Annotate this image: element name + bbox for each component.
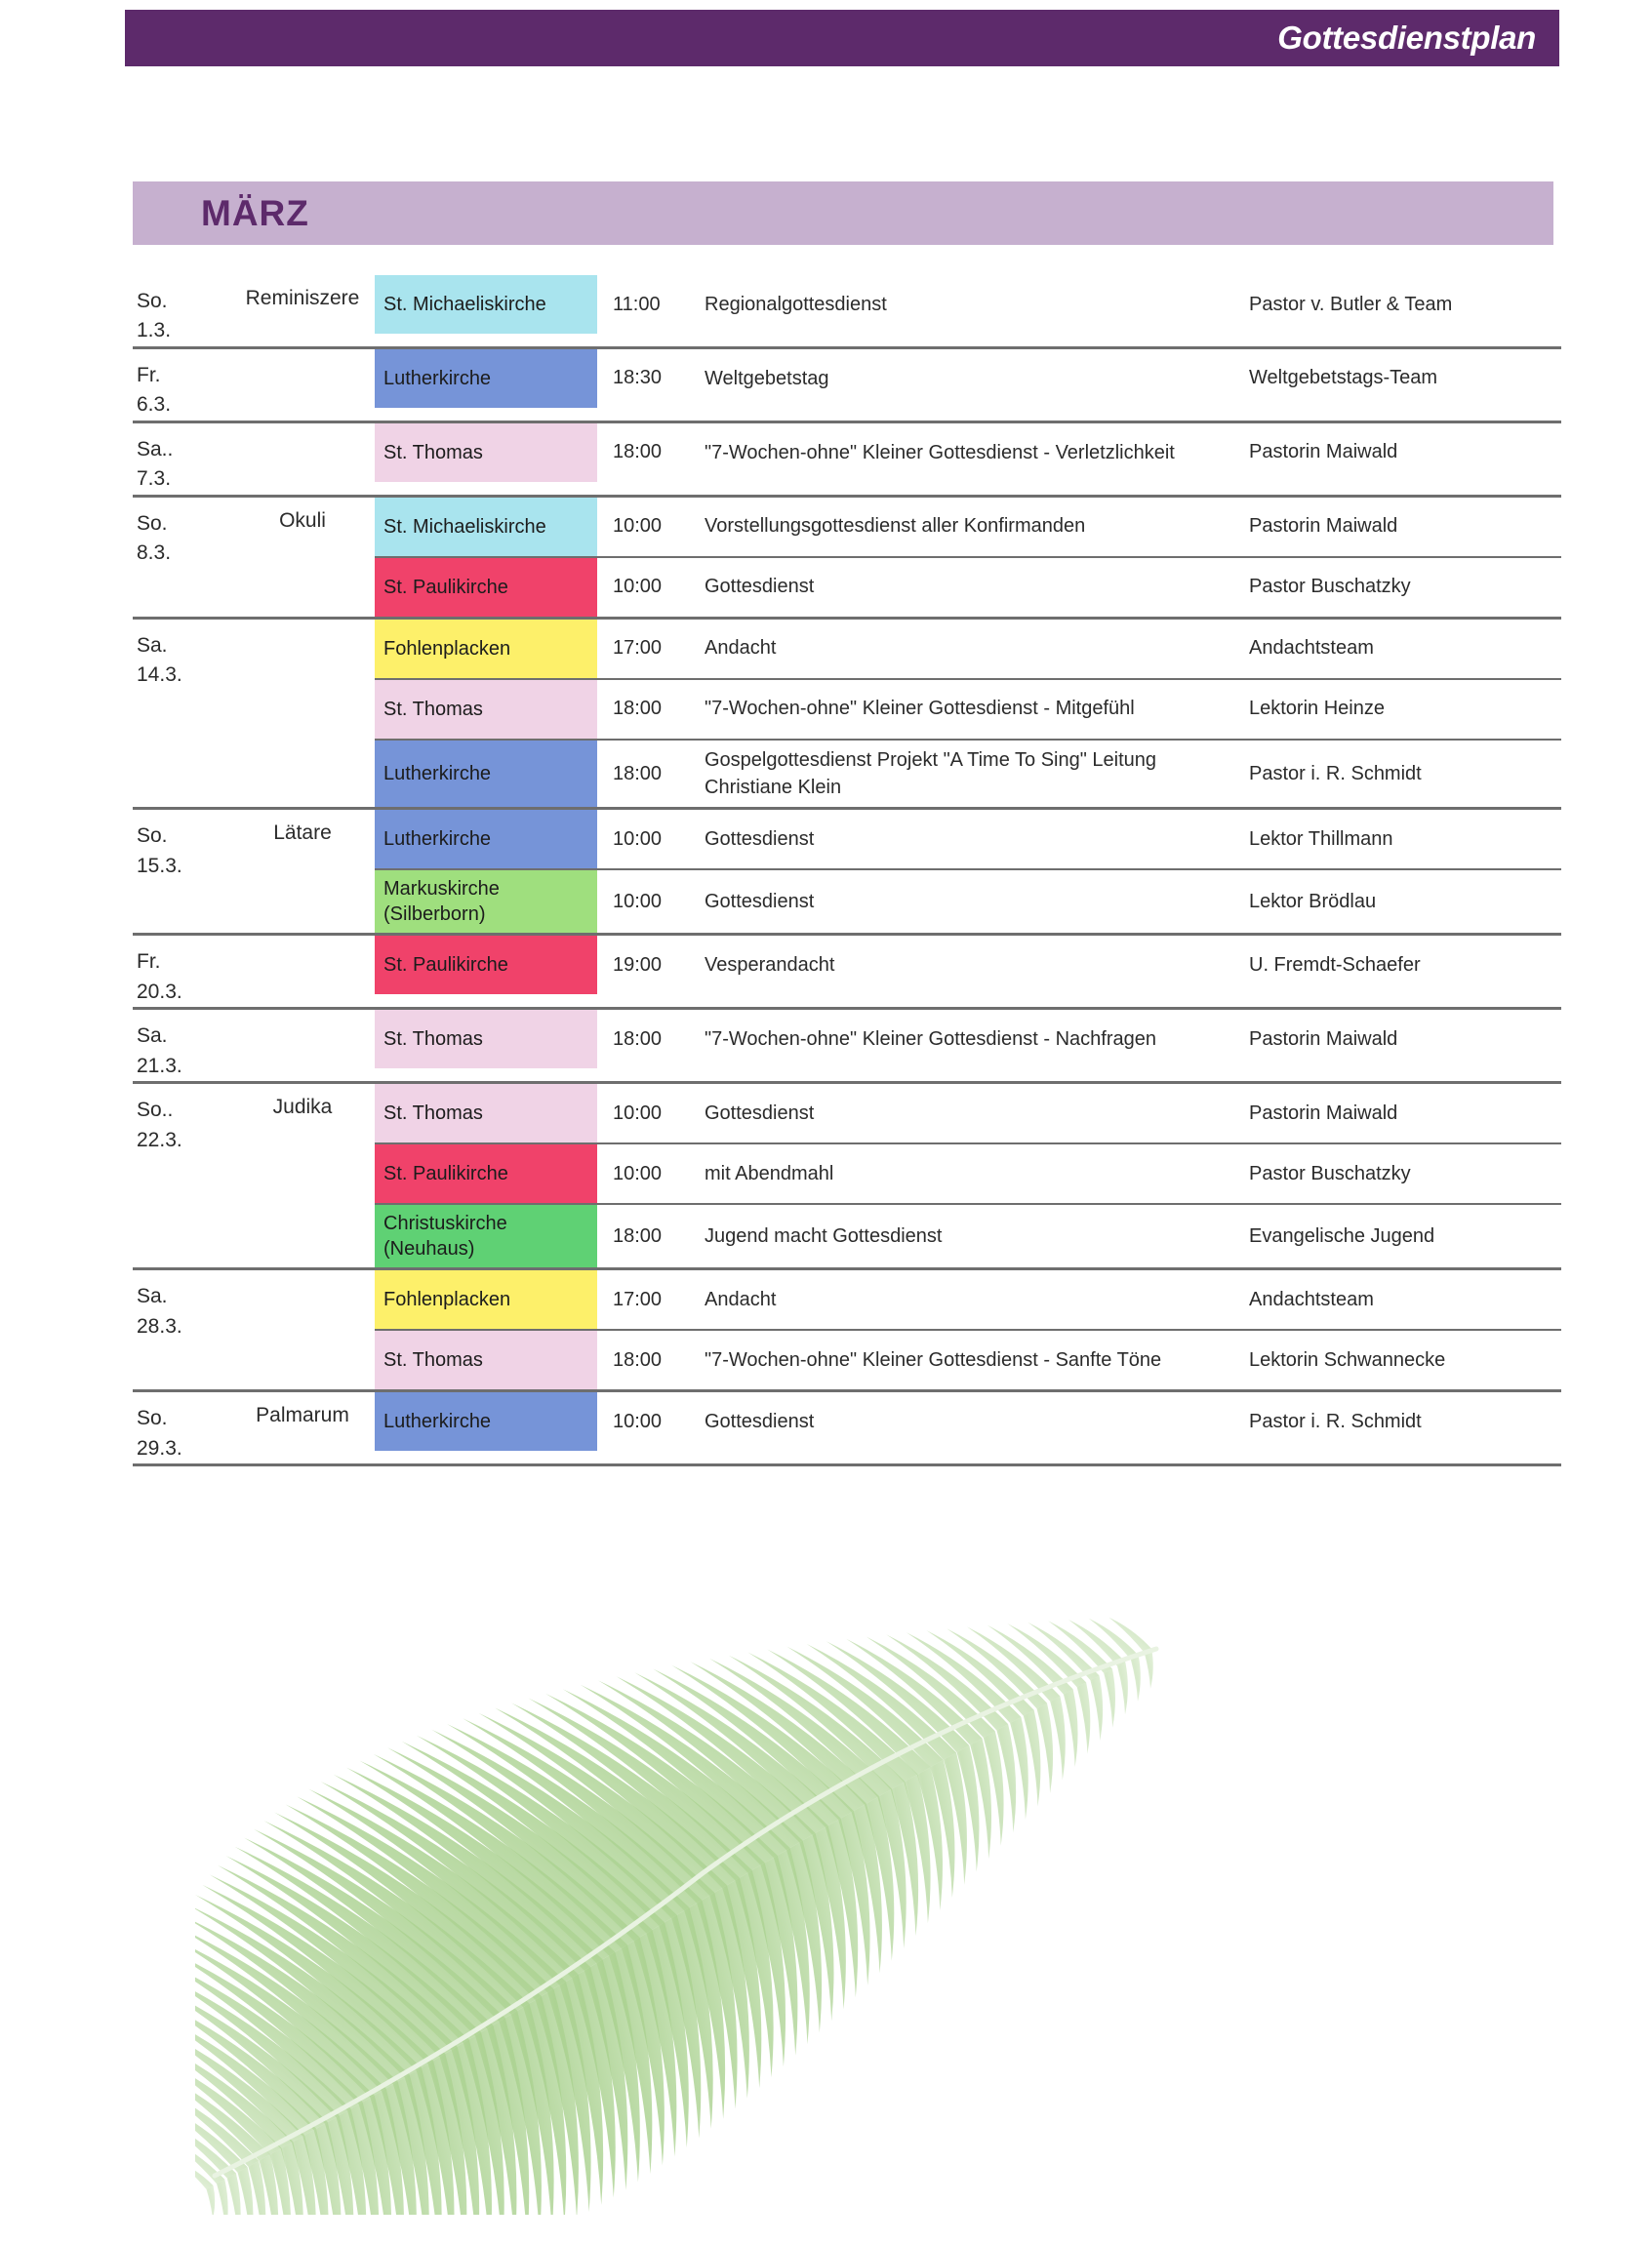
service-entries	[375, 810, 1561, 933]
leader-cell: Pastor i. R. Schmidt	[1249, 762, 1422, 784]
schedule-day-group	[133, 1270, 1561, 1392]
service-entries	[375, 498, 1561, 617]
schedule-day-group	[133, 1010, 1561, 1084]
weekday-label: Fr.	[137, 950, 161, 974]
table-row	[375, 275, 1561, 334]
leader-cell: Pastor Buschatzky	[1249, 576, 1411, 598]
leader-cell: Evangelische Jugend	[1249, 1224, 1435, 1247]
date-label: 6.3.	[137, 393, 172, 417]
church-cell: St. Paulikirche	[375, 936, 597, 994]
date-label: 14.3.	[137, 663, 182, 687]
service-entries	[375, 1392, 1561, 1463]
liturgical-season-cell	[230, 620, 375, 808]
time-cell: 10:00	[613, 827, 663, 850]
date-label: 22.3.	[137, 1128, 182, 1151]
church-cell: St. Thomas	[375, 680, 597, 739]
time-cell: 17:00	[613, 637, 663, 660]
table-row	[375, 1010, 1561, 1068]
service-entries	[375, 1010, 1561, 1081]
table-row	[375, 1270, 1561, 1331]
table-row	[375, 620, 1561, 680]
church-cell: Lutherkirche	[375, 349, 597, 408]
liturgical-season-cell	[230, 1010, 375, 1081]
date-cell	[133, 1392, 230, 1463]
date-cell	[133, 498, 230, 617]
day-group-inner	[133, 498, 1561, 617]
church-cell: St. Thomas	[375, 423, 597, 482]
leader-cell: Lektor Thillmann	[1249, 827, 1393, 850]
day-group-inner	[133, 1084, 1561, 1267]
description-cell: Gospelgottesdienst Projekt "A Time To Sing" Leitung Christiane Klein	[705, 748, 1156, 799]
description-cell: "7-Wochen-ohne" Kleiner Gottesdienst - Sanfte Töne	[705, 1348, 1162, 1371]
day-group-inner	[133, 1270, 1561, 1389]
weekday-label: Sa.	[137, 633, 168, 657]
church-cell: Fohlenplacken	[375, 1270, 597, 1329]
schedule-day-group	[133, 1084, 1561, 1270]
table-row	[375, 936, 1561, 994]
description-cell: Jugend macht Gottesdienst	[705, 1224, 943, 1247]
liturgical-season-cell	[230, 423, 375, 495]
description-cell: Andacht	[705, 637, 777, 660]
description-cell: "7-Wochen-ohne" Kleiner Gottesdienst - Verletzlichkeit	[705, 441, 1175, 463]
table-row	[375, 498, 1561, 558]
day-group-inner	[133, 423, 1561, 495]
day-group-inner	[133, 349, 1561, 421]
liturgical-season-cell: Okuli	[279, 508, 326, 532]
service-entries	[375, 936, 1561, 1007]
time-cell: 10:00	[613, 1162, 663, 1184]
time-cell: 18:00	[613, 441, 663, 463]
table-row	[375, 349, 1561, 408]
service-entries	[375, 620, 1561, 808]
leader-cell: Lektorin Schwannecke	[1249, 1348, 1446, 1371]
header-banner	[125, 10, 1559, 66]
description-cell: Weltgebetstag	[705, 367, 829, 389]
page-title: Gottesdienstplan	[1277, 20, 1536, 56]
date-cell	[133, 1084, 230, 1267]
leader-cell: Andachtsteam	[1249, 637, 1374, 660]
time-cell: 18:00	[613, 1348, 663, 1371]
leader-cell: Pastorin Maiwald	[1249, 1027, 1398, 1050]
day-group-inner	[133, 620, 1561, 808]
schedule-day-group	[133, 498, 1561, 620]
liturgical-season-cell	[230, 1270, 375, 1389]
weekday-label: So.	[137, 824, 168, 848]
church-cell: Markuskirche (Silberborn)	[375, 870, 597, 933]
weekday-label: So.	[137, 1407, 168, 1430]
service-schedule-table	[133, 275, 1561, 1466]
month-bar	[133, 181, 1553, 245]
day-group-inner	[133, 936, 1561, 1007]
time-cell: 18:00	[613, 1027, 663, 1050]
leader-cell: Pastor i. R. Schmidt	[1249, 1410, 1422, 1432]
day-group-inner	[133, 275, 1561, 346]
leader-cell: Lektor Brödlau	[1249, 890, 1377, 912]
leader-cell: Andachtsteam	[1249, 1288, 1374, 1310]
weekday-label: So.	[137, 511, 168, 535]
liturgical-season-cell: Lätare	[273, 821, 332, 845]
church-cell: Lutherkirche	[375, 741, 597, 808]
description-cell: Gottesdienst	[705, 1102, 815, 1124]
church-cell: St. Michaeliskirche	[375, 275, 597, 334]
liturgical-season-cell: Judika	[272, 1096, 333, 1119]
time-cell: 19:00	[613, 953, 663, 976]
day-group-inner	[133, 1392, 1561, 1463]
date-cell	[133, 423, 230, 495]
date-label: 8.3.	[137, 541, 172, 565]
time-cell: 18:00	[613, 762, 663, 784]
table-row	[375, 680, 1561, 741]
leader-cell: U. Fremdt-Schaefer	[1249, 953, 1421, 976]
day-group-inner	[133, 1010, 1561, 1081]
service-entries	[375, 349, 1561, 421]
schedule-day-group	[133, 936, 1561, 1010]
leader-cell: Pastorin Maiwald	[1249, 441, 1398, 463]
description-cell: Gottesdienst	[705, 891, 815, 913]
description-cell: Vorstellungsgottesdienst aller Konfirmanden	[705, 515, 1086, 538]
description-cell: mit Abendmahl	[705, 1162, 834, 1184]
description-cell: Andacht	[705, 1288, 777, 1310]
church-cell: St. Thomas	[375, 1084, 597, 1142]
service-entries	[375, 275, 1561, 346]
table-row	[375, 741, 1561, 808]
church-cell: Christuskirche (Neuhaus)	[375, 1205, 597, 1267]
time-cell: 17:00	[613, 1288, 663, 1310]
table-row	[375, 1392, 1561, 1451]
date-cell	[133, 349, 230, 421]
weekday-label: Sa.	[137, 1285, 168, 1308]
date-cell	[133, 620, 230, 808]
service-entries	[375, 423, 1561, 495]
table-row	[375, 1205, 1561, 1267]
description-cell: Gottesdienst	[705, 576, 815, 598]
church-cell: St. Paulikirche	[375, 558, 597, 617]
service-entries	[375, 1270, 1561, 1389]
church-cell: Lutherkirche	[375, 1392, 597, 1451]
leader-cell: Pastor v. Butler & Team	[1249, 293, 1453, 315]
date-label: 29.3.	[137, 1436, 182, 1460]
date-label: 7.3.	[137, 467, 172, 491]
time-cell: 10:00	[613, 1410, 663, 1432]
schedule-day-group	[133, 275, 1561, 349]
date-cell	[133, 275, 230, 346]
table-row	[375, 810, 1561, 870]
table-row	[375, 870, 1561, 933]
table-row	[375, 1331, 1561, 1389]
church-cell: St. Thomas	[375, 1331, 597, 1389]
date-label: 15.3.	[137, 854, 182, 877]
church-cell: Fohlenplacken	[375, 620, 597, 678]
palm-frond-illustration	[195, 1532, 1171, 2215]
weekday-label: Sa.	[137, 1024, 168, 1048]
church-cell: St. Michaeliskirche	[375, 498, 597, 556]
time-cell: 18:30	[613, 367, 663, 389]
table-row	[375, 558, 1561, 617]
description-cell: Gottesdienst	[705, 828, 815, 851]
liturgical-season-cell: Palmarum	[256, 1404, 349, 1427]
time-cell: 11:00	[613, 293, 661, 315]
leader-cell: Pastor Buschatzky	[1249, 1162, 1411, 1184]
time-cell: 10:00	[613, 890, 663, 912]
leader-cell: Pastorin Maiwald	[1249, 515, 1398, 538]
date-cell	[133, 810, 230, 933]
weekday-label: So..	[137, 1099, 174, 1122]
date-label: 1.3.	[137, 319, 172, 342]
description-cell: "7-Wochen-ohne" Kleiner Gottesdienst - Nachfragen	[705, 1028, 1156, 1051]
date-cell	[133, 1270, 230, 1389]
time-cell: 10:00	[613, 576, 663, 598]
description-cell: Vesperandacht	[705, 954, 835, 977]
schedule-day-group	[133, 620, 1561, 811]
table-row	[375, 1084, 1561, 1144]
date-label: 21.3.	[137, 1054, 182, 1077]
table-row	[375, 1144, 1561, 1205]
liturgical-season-cell: Reminiszere	[245, 287, 360, 309]
description-cell: Regionalgottesdienst	[705, 293, 887, 315]
time-cell: 18:00	[613, 698, 663, 720]
time-cell: 10:00	[613, 1102, 663, 1124]
date-label: 28.3.	[137, 1314, 182, 1338]
weekday-label: Sa..	[137, 437, 174, 461]
leader-cell: Weltgebetstags-Team	[1249, 367, 1438, 389]
table-row	[375, 423, 1561, 482]
weekday-label: So.	[137, 290, 168, 312]
description-cell: "7-Wochen-ohne" Kleiner Gottesdienst - Mitgefühl	[705, 698, 1135, 720]
church-cell: St. Paulikirche	[375, 1144, 597, 1203]
time-cell: 18:00	[613, 1224, 663, 1247]
time-cell: 10:00	[613, 515, 663, 538]
church-cell: Lutherkirche	[375, 810, 597, 868]
date-label: 20.3.	[137, 980, 182, 1003]
leader-cell: Lektorin Heinze	[1249, 698, 1385, 720]
liturgical-season-cell	[230, 936, 375, 1007]
schedule-day-group	[133, 349, 1561, 423]
schedule-day-group	[133, 1392, 1561, 1466]
leader-cell: Pastorin Maiwald	[1249, 1102, 1398, 1124]
weekday-label: Fr.	[137, 363, 161, 386]
liturgical-season-cell	[230, 349, 375, 421]
description-cell: Gottesdienst	[705, 1410, 815, 1432]
date-cell	[133, 1010, 230, 1081]
schedule-day-group	[133, 810, 1561, 936]
day-group-inner	[133, 810, 1561, 933]
month-label: MÄRZ	[201, 192, 309, 233]
service-entries	[375, 1084, 1561, 1267]
schedule-day-group	[133, 423, 1561, 498]
date-cell	[133, 936, 230, 1007]
church-cell: St. Thomas	[375, 1010, 597, 1068]
